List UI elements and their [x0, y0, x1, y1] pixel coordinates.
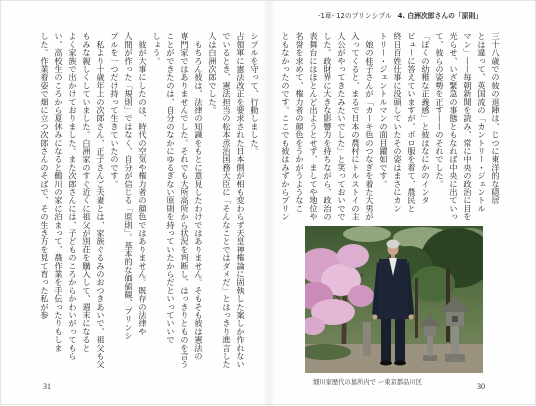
- right-page-column: した。政財界に大きな影響力を持ちながら、政治の: [323, 32, 333, 221]
- page-number-right: 30: [477, 382, 485, 391]
- left-page-column: い、高校生のころから夏休みになると鶴川の家に泊まって、農作業を手伝ったりもしま: [54, 32, 64, 352]
- photo-scene: [305, 226, 483, 373]
- left-page-column: ことができたのは、自分のなかにゆるぎない原則を持っていたからだといっていいで: [166, 32, 176, 344]
- left-page-column: しょう。: [152, 32, 162, 65]
- right-page-column: て、彼らの姿勢を正す——のそれでした。: [435, 32, 445, 188]
- right-page-column: とは違って、英国流の「カントリー・ジェントル: [477, 32, 487, 213]
- left-page-column: もちろん彼は、法律の知識をもとに意見したわけではありません。そもそも彼は憲法の: [194, 32, 204, 360]
- right-page-column: 光らせ、いざ緊急の事態ともなれば中央に出ていっ: [449, 32, 459, 221]
- left-page-text: [38, 32, 262, 374]
- portrait-photo: [305, 226, 483, 373]
- right-page-column: 表舞台にはほとんど出ようとせず、ましてや地位や: [309, 32, 319, 221]
- left-page-column: 私より十歳年上の次郎さん、正子さんご夫妻とは、家族ぐるみのおつきあいで、祖父も父: [96, 32, 106, 369]
- left-page-column: でいるとき、憲法担当の松本烝治国務大臣に「そんなことではダメだ」とはっきり進言した: [222, 32, 232, 369]
- right-page-column: 娘の桂子さんが「カーキ色のつなぎを着た大男が: [365, 32, 375, 221]
- stone-post: [363, 322, 371, 356]
- right-page-column: 三十八歳での彼の退陣は、じつに東洋的な隠居: [491, 32, 501, 205]
- right-page-column: マン」——毎朝新聞を読み、常に中央の政治に目を: [463, 32, 473, 221]
- page-number-left: 31: [43, 382, 51, 391]
- left-page-column: よく家族で出かけておりました。また次郎さんには、子どものころからかわいがってもら: [68, 32, 78, 360]
- running-head: [318, 10, 482, 20]
- left-page-column: もみな親しくしていました。白洲家のすぐ近くに祖父が別荘を購入して、週末になると: [82, 32, 92, 352]
- running-head-chapter: -1章- 12のプリンシプル: [318, 12, 392, 20]
- left-page-column: した。作業着姿で畑に立つ次郎さんのそばで、その生き方を見て育った私が参: [40, 32, 50, 319]
- right-page-column: 名誉を求めて、権力者の顔色をうかがうようなこ: [295, 32, 305, 213]
- right-page-column: ビューに答えていますが、ボロ服を着て、農民と: [407, 32, 417, 213]
- left-page-column: 人間が作った「規則」ではなく、自分が信じる「原則」。基本的な価値観、プリンシ: [124, 32, 134, 340]
- left-page-column: 彼が大事にしたのは、時代の空気や権力者の顔色ではありません。既存の法律や: [138, 32, 148, 336]
- right-page-column: 人公がやってきたみたいでした」と笑っておいでで: [337, 32, 347, 221]
- right-page-column: トリー・ジェントルマンの面目躍如です。: [379, 32, 389, 188]
- left-page-column: 占領軍に憲法改正を要求された日本側が相も変わらず天皇神権論に固執した案しか作れない: [236, 32, 246, 369]
- right-page-column: 「ぼくの幼稚な正義感」と彼はなにかのインタ: [421, 32, 431, 205]
- right-page-column: ともなかったのです。ここでも彼はみずからプリン: [281, 32, 291, 221]
- right-page-column: 入ってくると、まるで日本の農村にトルストイの主: [351, 32, 361, 221]
- page-gutter: [262, 1, 276, 406]
- right-page-text: [279, 32, 503, 224]
- left-page-column: 専門家ではありませんでした。それでも大所高所から状況を判断し、はっきりとものを言う: [180, 32, 190, 369]
- right-page-column: 終日百姓仕事に没頭していたその姿はまさにカン: [393, 32, 403, 213]
- left-page-column: プルを一つだけ持って生きていたのです。: [110, 32, 120, 188]
- running-head-section: 4. 白洲次郎さんの「原則」: [397, 12, 483, 20]
- photo-caption: 細川家歴代の墓所内で ー東京都品川区: [313, 379, 423, 386]
- left-page-column: 人は白洲次郎でした。: [208, 32, 218, 114]
- left-page-column: シプルを守って、行動しました。: [250, 32, 260, 155]
